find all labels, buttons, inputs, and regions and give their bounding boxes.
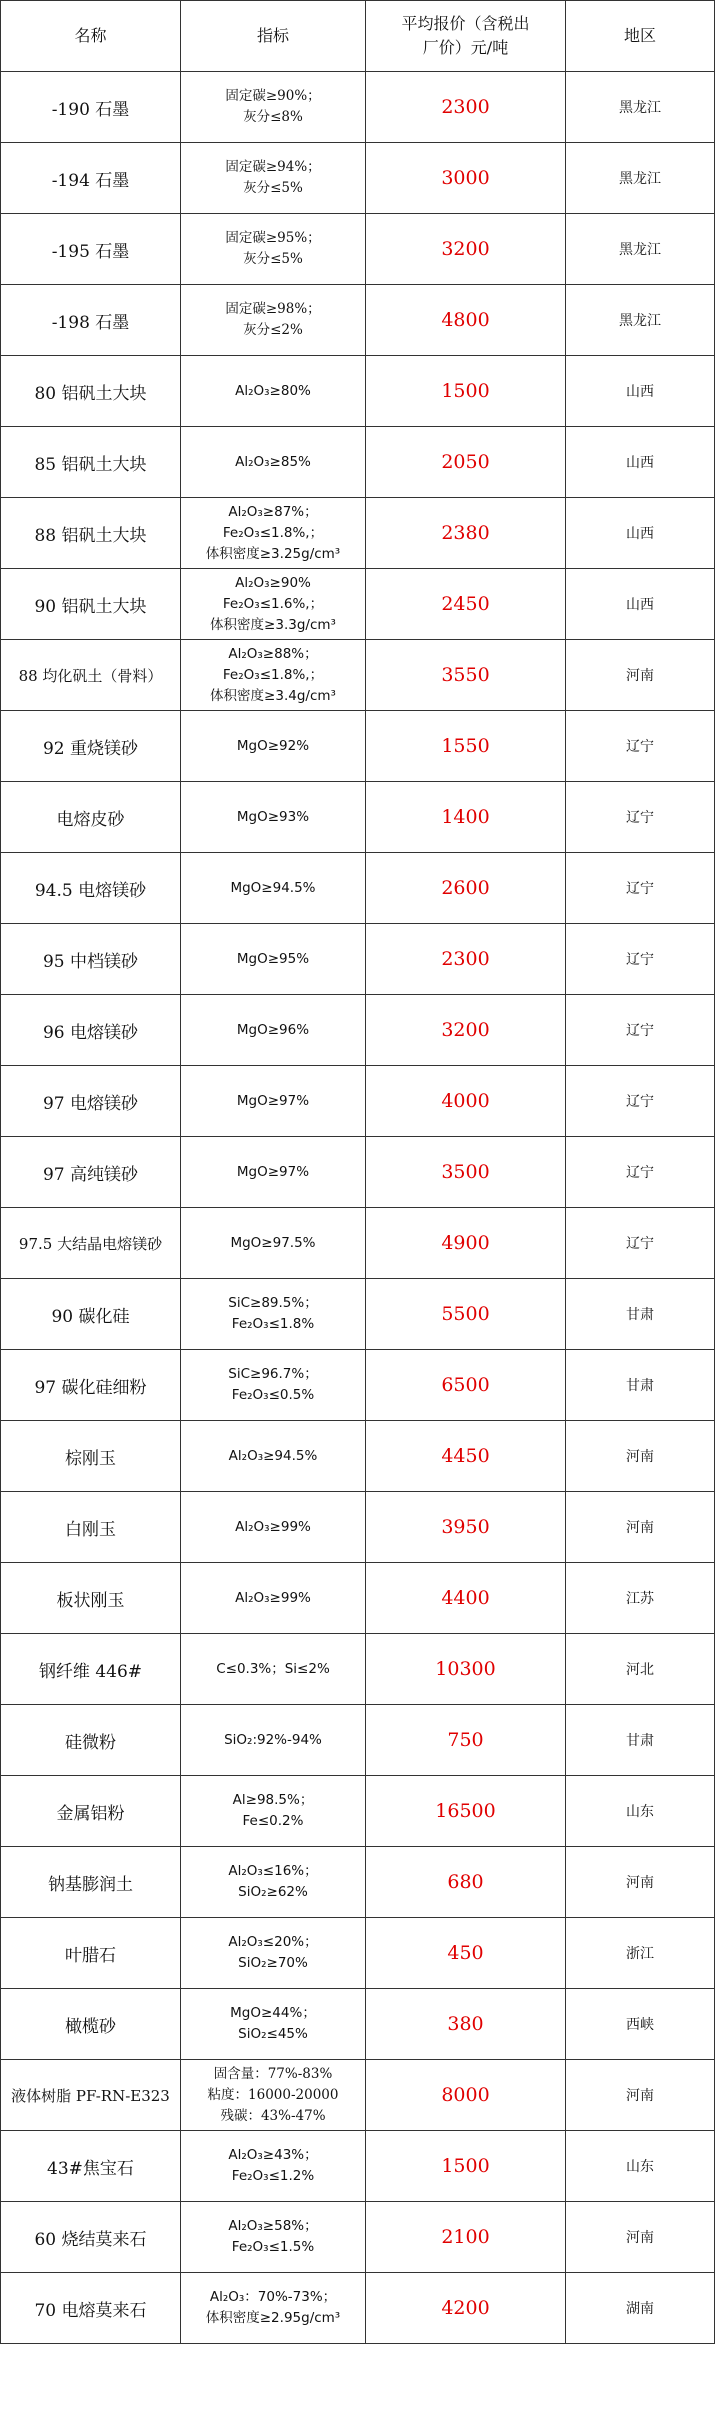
spec-cell <box>181 853 366 924</box>
spec-line: MgO≥94.5% <box>230 879 316 896</box>
product-name-cell: 97 电熔镁砂 <box>1 1066 181 1137</box>
product-name-cell: -195 石墨 <box>1 214 181 285</box>
product-name-cell: 97.5 大结晶电熔镁砂 <box>1 1208 181 1279</box>
spec-cell <box>181 214 366 285</box>
table-row <box>1 1989 715 2060</box>
spec-line: SiO₂≤45% <box>238 2026 308 2042</box>
region-cell: 河南 <box>566 1492 715 1563</box>
spec-line: Al₂O₃≥94.5% <box>228 1447 318 1464</box>
price-cell: 2050 <box>366 427 566 498</box>
spec-line: 固定碳≥98%； <box>225 301 321 317</box>
spec-line: 灰分≤8% <box>243 109 303 125</box>
table-row <box>1 1634 715 1705</box>
spec-cell <box>181 1492 366 1563</box>
table-row <box>1 853 715 924</box>
spec-cell <box>181 1208 366 1279</box>
product-name-cell: 90 碳化硅 <box>1 1279 181 1350</box>
spec-cell <box>181 1421 366 1492</box>
table-row <box>1 569 715 640</box>
product-name-cell: 70 电熔莫来石 <box>1 2273 181 2344</box>
product-name-cell: 88 均化矾土（骨料） <box>1 640 181 711</box>
product-name-cell: 97 高纯镁砂 <box>1 1137 181 1208</box>
product-name-cell: 95 中档镁砂 <box>1 924 181 995</box>
table-row <box>1 1137 715 1208</box>
spec-cell <box>181 782 366 853</box>
spec-line: Al₂O₃≥85% <box>235 453 311 470</box>
spec-cell <box>181 356 366 427</box>
spec-cell <box>181 498 366 569</box>
spec-line: 固定碳≥95%； <box>225 230 321 246</box>
spec-line: MgO≥96% <box>236 1021 310 1038</box>
price-cell: 2100 <box>366 2202 566 2273</box>
table-row <box>1 782 715 853</box>
table-row <box>1 143 715 214</box>
spec-line: MgO≥95% <box>236 950 310 967</box>
region-cell: 黑龙江 <box>566 143 715 214</box>
price-cell: 8000 <box>366 2060 566 2131</box>
region-cell: 山东 <box>566 1776 715 1847</box>
price-cell: 16500 <box>366 1776 566 1847</box>
price-cell: 2300 <box>366 924 566 995</box>
spec-cell <box>181 2060 366 2131</box>
spec-line: 灰分≤5% <box>243 180 303 196</box>
product-name-cell: 97 碳化硅细粉 <box>1 1350 181 1421</box>
spec-line: SiO₂≥62% <box>238 1884 308 1900</box>
region-cell: 河南 <box>566 1847 715 1918</box>
spec-line: Al₂O₃≥88%； <box>228 645 318 662</box>
table-row <box>1 1492 715 1563</box>
product-name-cell: 96 电熔镁砂 <box>1 995 181 1066</box>
table-row <box>1 1208 715 1279</box>
spec-line: MgO≥97.5% <box>230 1234 316 1251</box>
table-row <box>1 498 715 569</box>
table-row <box>1 1421 715 1492</box>
product-name-cell: 棕刚玉 <box>1 1421 181 1492</box>
region-cell: 甘肃 <box>566 1279 715 1350</box>
spec-line: Fe₂O₃≤1.5% <box>231 2239 315 2255</box>
spec-cell <box>181 1563 366 1634</box>
product-name-cell: -190 石墨 <box>1 72 181 143</box>
table-row <box>1 356 715 427</box>
table-row <box>1 1066 715 1137</box>
price-cell: 1550 <box>366 711 566 782</box>
spec-line: MgO≥93% <box>236 808 310 825</box>
product-name-cell: 钢纤维 446# <box>1 1634 181 1705</box>
spec-cell <box>181 1066 366 1137</box>
table-row <box>1 1563 715 1634</box>
table-row <box>1 924 715 995</box>
spec-cell <box>181 1350 366 1421</box>
spec-cell <box>181 1776 366 1847</box>
spec-line: Al₂O₃：70%-73%； <box>209 2289 337 2305</box>
price-cell: 750 <box>366 1705 566 1776</box>
price-cell: 3550 <box>366 640 566 711</box>
product-name-cell: 硅微粉 <box>1 1705 181 1776</box>
spec-line: Al₂O₃≥87%； <box>228 503 318 520</box>
product-name-cell: -198 石墨 <box>1 285 181 356</box>
table-row <box>1 1705 715 1776</box>
price-cell: 3950 <box>366 1492 566 1563</box>
spec-line: 体积密度≥3.3g/cm³ <box>210 616 336 633</box>
spec-cell <box>181 1634 366 1705</box>
spec-line: MgO≥97% <box>236 1163 310 1180</box>
product-name-cell: 80 铝矾土大块 <box>1 356 181 427</box>
spec-line: SiO₂≥70% <box>238 1955 308 1971</box>
table-row <box>1 711 715 782</box>
region-cell: 河南 <box>566 2060 715 2131</box>
spec-line: SiO₂:92%-94% <box>224 1731 322 1748</box>
region-cell: 西峡 <box>566 1989 715 2060</box>
region-cell: 辽宁 <box>566 995 715 1066</box>
price-cell: 4400 <box>366 1563 566 1634</box>
product-name-cell: 金属铝粉 <box>1 1776 181 1847</box>
header-price-line2: 厂价）元/吨 <box>422 38 509 57</box>
spec-cell <box>181 2131 366 2202</box>
spec-line: C≤0.3%；Si≤2% <box>216 1660 330 1677</box>
table-header-row <box>1 1 715 72</box>
table-row <box>1 2131 715 2202</box>
price-cell: 1500 <box>366 2131 566 2202</box>
region-cell: 浙江 <box>566 1918 715 1989</box>
table-row <box>1 1279 715 1350</box>
region-cell: 河南 <box>566 2202 715 2273</box>
product-name-cell: 板状刚玉 <box>1 1563 181 1634</box>
spec-line: MgO≥97% <box>236 1092 310 1109</box>
region-cell: 辽宁 <box>566 924 715 995</box>
header-spec: 指标 <box>181 1 366 72</box>
region-cell: 甘肃 <box>566 1705 715 1776</box>
price-cell: 2600 <box>366 853 566 924</box>
product-name-cell: 橄榄砂 <box>1 1989 181 2060</box>
price-cell: 3200 <box>366 214 566 285</box>
table-row <box>1 1847 715 1918</box>
header-price-line1: 平均报价（含税出 <box>401 14 530 33</box>
table-row <box>1 72 715 143</box>
spec-cell <box>181 143 366 214</box>
price-cell: 3500 <box>366 1137 566 1208</box>
product-name-cell: 94.5 电熔镁砂 <box>1 853 181 924</box>
spec-line: 粘度：16000-20000 <box>207 2086 339 2103</box>
price-cell: 4000 <box>366 1066 566 1137</box>
region-cell: 河北 <box>566 1634 715 1705</box>
region-cell: 甘肃 <box>566 1350 715 1421</box>
spec-line: 体积密度≥3.25g/cm³ <box>205 545 341 562</box>
region-cell: 河南 <box>566 1421 715 1492</box>
product-name-cell: 90 铝矾土大块 <box>1 569 181 640</box>
region-cell: 黑龙江 <box>566 214 715 285</box>
table-row <box>1 2273 715 2344</box>
spec-cell <box>181 1847 366 1918</box>
spec-line: SiC≥96.7%； <box>228 1366 318 1382</box>
spec-line: 体积密度≥2.95g/cm³ <box>205 2310 341 2326</box>
table-row <box>1 2202 715 2273</box>
table-row <box>1 214 715 285</box>
spec-cell <box>181 2273 366 2344</box>
region-cell: 辽宁 <box>566 1137 715 1208</box>
price-cell: 2450 <box>366 569 566 640</box>
table-row <box>1 2060 715 2131</box>
region-cell: 辽宁 <box>566 711 715 782</box>
product-name-cell: 叶腊石 <box>1 1918 181 1989</box>
spec-line: Al₂O₃≥90% <box>235 574 311 591</box>
spec-line: Fe₂O₃≤1.8%,； <box>222 524 324 541</box>
header-price <box>366 1 566 72</box>
spec-line: 体积密度≥3.4g/cm³ <box>210 687 336 704</box>
region-cell: 山西 <box>566 569 715 640</box>
spec-cell <box>181 285 366 356</box>
table-body <box>1 72 715 2344</box>
spec-line: 残碳：43%-47% <box>220 2107 326 2124</box>
spec-line: Al≥98.5%； <box>232 1792 314 1808</box>
spec-line: Fe₂O₃≤1.2% <box>231 2168 315 2184</box>
product-name-cell: 88 铝矾土大块 <box>1 498 181 569</box>
region-cell: 山东 <box>566 2131 715 2202</box>
table-row <box>1 1918 715 1989</box>
price-cell: 680 <box>366 1847 566 1918</box>
price-cell: 3200 <box>366 995 566 1066</box>
region-cell: 辽宁 <box>566 853 715 924</box>
region-cell: 黑龙江 <box>566 285 715 356</box>
region-cell: 山西 <box>566 356 715 427</box>
product-name-cell: 电熔皮砂 <box>1 782 181 853</box>
spec-line: Fe₂O₃≤0.5% <box>231 1387 315 1403</box>
spec-cell <box>181 1705 366 1776</box>
spec-cell <box>181 924 366 995</box>
region-cell: 辽宁 <box>566 1066 715 1137</box>
region-cell: 黑龙江 <box>566 72 715 143</box>
region-cell: 辽宁 <box>566 782 715 853</box>
spec-line: 灰分≤2% <box>243 322 303 338</box>
price-cell: 4200 <box>366 2273 566 2344</box>
price-cell: 2300 <box>366 72 566 143</box>
price-cell: 4450 <box>366 1421 566 1492</box>
spec-line: Fe₂O₃≤1.6%,； <box>222 595 324 612</box>
spec-line: Fe₂O₃≤1.8%,； <box>222 666 324 683</box>
spec-line: Al₂O₃≥99% <box>235 1589 311 1606</box>
price-cell: 4800 <box>366 285 566 356</box>
region-cell: 山西 <box>566 498 715 569</box>
product-name-cell: 白刚玉 <box>1 1492 181 1563</box>
spec-cell <box>181 569 366 640</box>
price-cell: 10300 <box>366 1634 566 1705</box>
price-cell: 6500 <box>366 1350 566 1421</box>
product-name-cell: -194 石墨 <box>1 143 181 214</box>
spec-line: Al₂O₃≤20%； <box>228 1934 318 1950</box>
table-row <box>1 285 715 356</box>
region-cell: 辽宁 <box>566 1208 715 1279</box>
spec-line: Al₂O₃≤16%； <box>228 1863 318 1879</box>
spec-line: SiC≥89.5%； <box>228 1295 318 1311</box>
spec-line: 固定碳≥90%； <box>225 88 321 104</box>
table-row <box>1 427 715 498</box>
price-cell: 2380 <box>366 498 566 569</box>
header-name: 名称 <box>1 1 181 72</box>
spec-cell <box>181 1279 366 1350</box>
product-name-cell: 钠基膨润土 <box>1 1847 181 1918</box>
table-row <box>1 1350 715 1421</box>
spec-cell <box>181 1918 366 1989</box>
price-cell: 5500 <box>366 1279 566 1350</box>
header-region: 地区 <box>566 1 715 72</box>
spec-cell <box>181 995 366 1066</box>
price-cell: 4900 <box>366 1208 566 1279</box>
spec-line: 固定碳≥94%； <box>225 159 321 175</box>
spec-line: Al₂O₃≥43%； <box>228 2147 318 2163</box>
table-row <box>1 995 715 1066</box>
table-row <box>1 640 715 711</box>
spec-line: Al₂O₃≥99% <box>235 1518 311 1535</box>
product-name-cell: 60 烧结莫来石 <box>1 2202 181 2273</box>
spec-cell <box>181 2202 366 2273</box>
price-cell: 1400 <box>366 782 566 853</box>
spec-line: 固含量：77%-83% <box>213 2065 333 2082</box>
price-cell: 3000 <box>366 143 566 214</box>
spec-line: Al₂O₃≥80% <box>235 382 311 399</box>
spec-cell <box>181 427 366 498</box>
region-cell: 山西 <box>566 427 715 498</box>
region-cell: 河南 <box>566 640 715 711</box>
table-row <box>1 1776 715 1847</box>
spec-cell <box>181 711 366 782</box>
spec-cell <box>181 72 366 143</box>
product-name-cell: 液体树脂 PF-RN-E323 <box>1 2060 181 2131</box>
product-name-cell: 43#焦宝石 <box>1 2131 181 2202</box>
spec-cell <box>181 640 366 711</box>
price-cell: 450 <box>366 1918 566 1989</box>
spec-line: Al₂O₃≥58%； <box>228 2218 318 2234</box>
product-name-cell: 92 重烧镁砂 <box>1 711 181 782</box>
product-name-cell: 85 铝矾土大块 <box>1 427 181 498</box>
spec-cell <box>181 1137 366 1208</box>
spec-line: 灰分≤5% <box>243 251 303 267</box>
region-cell: 湖南 <box>566 2273 715 2344</box>
region-cell: 江苏 <box>566 1563 715 1634</box>
spec-cell <box>181 1989 366 2060</box>
spec-line: Fe≤0.2% <box>242 1813 304 1829</box>
spec-line: MgO≥92% <box>236 737 310 754</box>
price-cell: 380 <box>366 1989 566 2060</box>
spec-line: MgO≥44%； <box>230 2005 316 2021</box>
price-cell: 1500 <box>366 356 566 427</box>
spec-line: Fe₂O₃≤1.8% <box>231 1316 315 1332</box>
